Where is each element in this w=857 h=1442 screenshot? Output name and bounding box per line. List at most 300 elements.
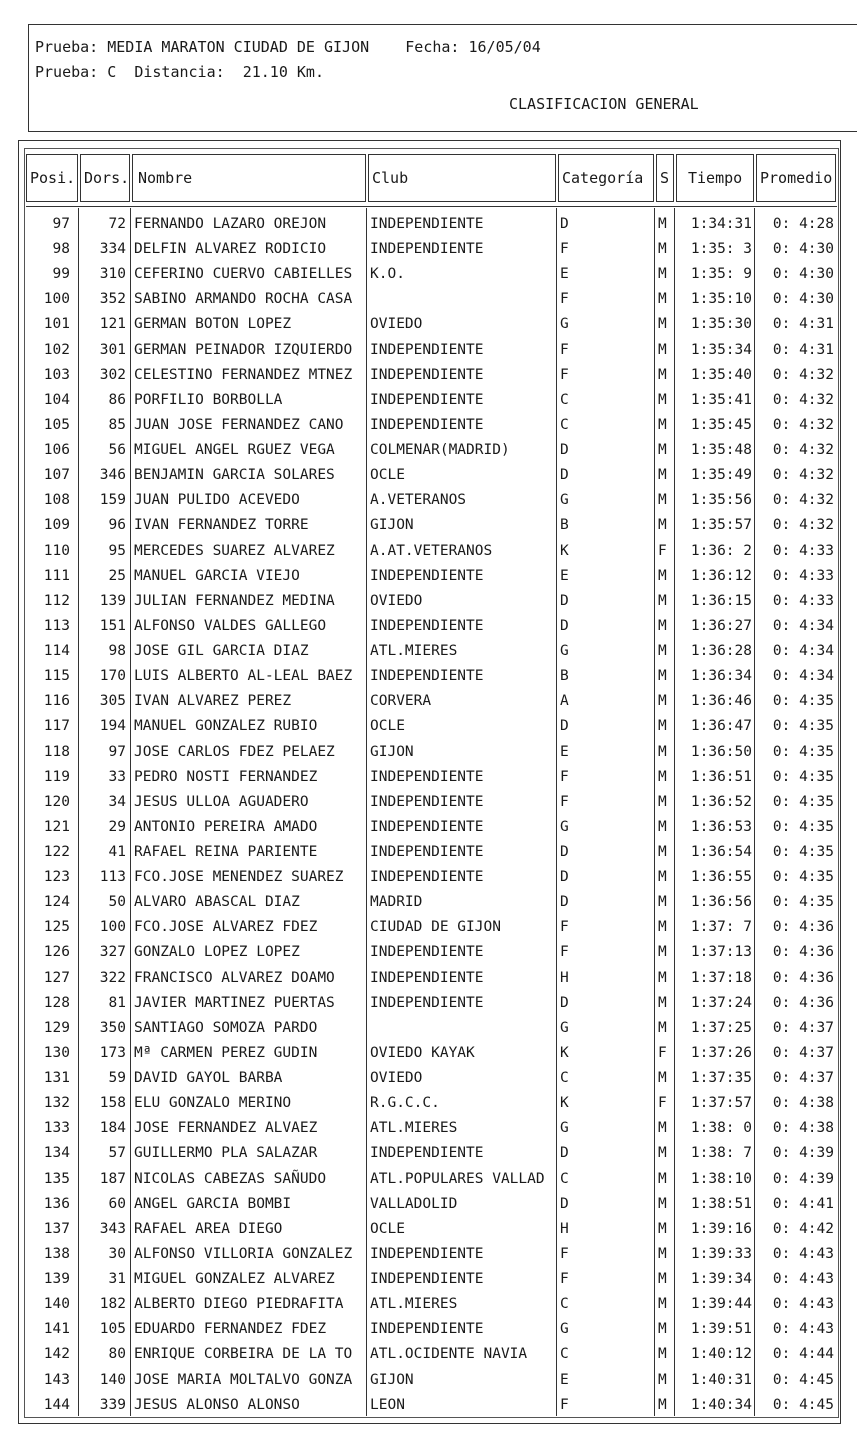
cell-tiempo: 1:38:51 (690, 1195, 752, 1212)
cell-sexo: M (658, 467, 667, 484)
cell-tiempo: 1:35:10 (690, 291, 752, 308)
cell-nombre: GERMAN PEINADOR IZQUIERDO (134, 341, 353, 358)
cell-posi: 122 (43, 844, 70, 860)
cell-dorsal: 121 (99, 316, 126, 333)
cell-club: OVIEDO KAYAK (370, 1044, 475, 1061)
cell-tiempo: 1:38: 0 (690, 1120, 752, 1137)
cell-promedio: 0: 4:30 (772, 241, 834, 258)
cell-categoria: H (560, 969, 569, 986)
cell-tiempo: 1:40:12 (690, 1346, 752, 1363)
cell-categoria: D (560, 894, 569, 911)
table-row (0, 940, 857, 965)
cell-categoria: C (560, 391, 569, 408)
table-row (0, 513, 857, 538)
col-header-sexo: S (660, 169, 670, 187)
cell-promedio: 0: 4:35 (772, 869, 834, 886)
cell-nombre: GONZALO LOPEZ LOPEZ (134, 944, 300, 961)
table-row (0, 1242, 857, 1267)
col-header-nombre: Nombre (138, 169, 193, 187)
cell-club: OVIEDO (370, 592, 423, 609)
cell-club: INDEPENDIENTE (370, 869, 484, 886)
cell-sexo: M (658, 316, 667, 333)
cell-promedio: 0: 4:31 (772, 316, 834, 333)
cell-sexo: M (658, 1296, 667, 1313)
cell-dorsal: 33 (108, 768, 126, 785)
cell-posi: 142 (43, 1346, 70, 1363)
table-row (0, 539, 857, 564)
table-row (0, 1192, 857, 1217)
cell-promedio: 0: 4:35 (772, 718, 834, 735)
cell-club: INDEPENDIENTE (370, 1145, 484, 1162)
cell-dorsal: 97 (108, 743, 126, 760)
cell-promedio: 0: 4:37 (772, 1070, 834, 1087)
cell-dorsal: 187 (99, 1170, 126, 1187)
table-row (0, 1217, 857, 1242)
cell-nombre: FRANCISCO ALVAREZ DOAMO (134, 969, 335, 986)
cell-nombre: Mª CARMEN PEREZ GUDIN (134, 1044, 318, 1061)
cell-nombre: MANUEL GONZALEZ RUBIO (134, 718, 318, 735)
cell-dorsal: 339 (99, 1396, 126, 1413)
cell-dorsal: 352 (99, 291, 126, 308)
cell-categoria: G (560, 1019, 569, 1036)
cell-promedio: 0: 4:32 (772, 391, 834, 408)
cell-promedio: 0: 4:32 (772, 366, 834, 383)
cell-sexo: M (658, 768, 667, 785)
table-row (0, 1066, 857, 1091)
cell-posi: 100 (43, 291, 70, 308)
cell-nombre: JESUS ULLOA AGUADERO (134, 793, 309, 810)
cell-categoria: B (560, 668, 569, 685)
cell-tiempo: 1:36:56 (690, 894, 752, 911)
cell-promedio: 0: 4:45 (772, 1396, 834, 1413)
cell-sexo: M (658, 818, 667, 835)
cell-tiempo: 1:34:31 (690, 216, 752, 232)
cell-categoria: C (560, 1170, 569, 1187)
table-row (0, 1317, 857, 1342)
page-title: CLASIFICACION GENERAL (509, 95, 699, 113)
cell-categoria: F (560, 944, 569, 961)
cell-club: COLMENAR(MADRID) (370, 442, 510, 459)
cell-promedio: 0: 4:39 (772, 1170, 834, 1187)
cell-dorsal: 50 (108, 894, 126, 911)
table-row (0, 1368, 857, 1393)
cell-nombre: IVAN ALVAREZ PEREZ (134, 693, 292, 710)
cell-posi: 128 (43, 994, 70, 1011)
table-row (0, 1393, 857, 1418)
cell-sexo: M (658, 793, 667, 810)
cell-club: INDEPENDIENTE (370, 768, 484, 785)
cell-posi: 109 (43, 517, 70, 534)
cell-posi: 108 (43, 492, 70, 509)
cell-nombre: GUILLERMO PLA SALAZAR (134, 1145, 318, 1162)
cell-sexo: M (658, 391, 667, 408)
table-row (0, 740, 857, 765)
cell-tiempo: 1:36: 2 (690, 542, 752, 559)
table-row (0, 840, 857, 865)
cell-nombre: JULIAN FERNANDEZ MEDINA (134, 592, 335, 609)
header-line-1 (35, 38, 541, 56)
col-header-tiempo: Tiempo (688, 169, 743, 187)
cell-sexo: M (658, 944, 667, 961)
cell-categoria: D (560, 467, 569, 484)
cell-dorsal: 170 (99, 668, 126, 685)
cell-categoria: F (560, 291, 569, 308)
cell-categoria: D (560, 1195, 569, 1212)
cell-sexo: M (658, 366, 667, 383)
cell-sexo: M (658, 1396, 667, 1413)
cell-categoria: G (560, 1120, 569, 1137)
table-row (0, 589, 857, 614)
cell-dorsal: 334 (99, 241, 126, 258)
cell-dorsal: 310 (99, 266, 126, 283)
cell-promedio: 0: 4:32 (772, 492, 834, 509)
cell-categoria: D (560, 617, 569, 634)
cell-tiempo: 1:37:18 (690, 969, 752, 986)
cell-sexo: M (658, 919, 667, 936)
cell-posi: 119 (43, 768, 70, 785)
header-separator (26, 206, 837, 207)
cell-posi: 136 (43, 1195, 70, 1212)
cell-nombre: MIGUEL GONZALEZ ALVAREZ (134, 1271, 335, 1288)
cell-club: ATL.MIERES (370, 1296, 458, 1313)
cell-tiempo: 1:39:33 (690, 1245, 752, 1262)
cell-nombre: DAVID GAYOL BARBA (134, 1070, 283, 1087)
cell-sexo: M (658, 1170, 667, 1187)
cell-categoria: K (560, 542, 569, 559)
cell-posi: 129 (43, 1019, 70, 1036)
cell-categoria: D (560, 442, 569, 459)
cell-categoria: C (560, 1070, 569, 1087)
table-row (0, 463, 857, 488)
cell-nombre: ANGEL GARCIA BOMBI (134, 1195, 292, 1212)
cell-sexo: M (658, 216, 667, 232)
cell-tiempo: 1:35:48 (690, 442, 752, 459)
cell-nombre: ANTONIO PEREIRA AMADO (134, 818, 318, 835)
cell-categoria: E (560, 567, 569, 584)
cell-nombre: ALFONSO VALDES GALLEGO (134, 617, 327, 634)
race-distance: 21.10 Km. (242, 63, 324, 81)
cell-tiempo: 1:36:52 (690, 793, 752, 810)
cell-club: R.G.C.C. (370, 1095, 440, 1112)
cell-tiempo: 1:37:26 (690, 1044, 752, 1061)
table-row (0, 212, 857, 237)
cell-tiempo: 1:35:30 (690, 316, 752, 333)
cell-tiempo: 1:40:34 (690, 1396, 752, 1413)
cell-nombre: JOSE FERNANDEZ ALVAEZ (134, 1120, 318, 1137)
cell-dorsal: 182 (99, 1296, 126, 1313)
cell-sexo: M (658, 1120, 667, 1137)
cell-dorsal: 31 (108, 1271, 126, 1288)
cell-posi: 121 (43, 818, 70, 835)
cell-categoria: D (560, 869, 569, 886)
cell-club: OCLE (370, 718, 405, 735)
cell-tiempo: 1:37:25 (690, 1019, 752, 1036)
cell-club: INDEPENDIENTE (370, 844, 484, 860)
cell-club: CORVERA (370, 693, 432, 710)
cell-tiempo: 1:35:41 (690, 391, 752, 408)
cell-categoria: G (560, 492, 569, 509)
cell-promedio: 0: 4:32 (772, 467, 834, 484)
cell-club: INDEPENDIENTE (370, 617, 484, 634)
table-row (0, 1041, 857, 1066)
cell-tiempo: 1:36:55 (690, 869, 752, 886)
cell-promedio: 0: 4:32 (772, 442, 834, 459)
col-header-club: Club (372, 169, 409, 187)
cell-posi: 103 (43, 366, 70, 383)
cell-club: INDEPENDIENTE (370, 818, 484, 835)
cell-promedio: 0: 4:35 (772, 793, 834, 810)
cell-categoria: G (560, 643, 569, 660)
cell-sexo: M (658, 869, 667, 886)
cell-nombre: JUAN PULIDO ACEVEDO (134, 492, 300, 509)
cell-posi: 138 (43, 1245, 70, 1262)
cell-dorsal: 72 (108, 216, 126, 232)
cell-tiempo: 1:36:54 (690, 844, 752, 860)
distance-label: Distancia: (134, 63, 225, 81)
cell-club: GIJON (370, 517, 414, 534)
cell-posi: 133 (43, 1120, 70, 1137)
cell-posi: 130 (43, 1044, 70, 1061)
cell-categoria: K (560, 1095, 569, 1112)
cell-club: INDEPENDIENTE (370, 241, 484, 258)
cell-dorsal: 60 (108, 1195, 126, 1212)
cell-posi: 123 (43, 869, 70, 886)
cell-posi: 141 (43, 1321, 70, 1338)
cell-sexo: M (658, 994, 667, 1011)
cell-club: INDEPENDIENTE (370, 391, 484, 408)
cell-dorsal: 327 (99, 944, 126, 961)
cell-sexo: M (658, 592, 667, 609)
cell-tiempo: 1:36:50 (690, 743, 752, 760)
cell-nombre: IVAN FERNANDEZ TORRE (134, 517, 309, 534)
table-row (0, 890, 857, 915)
cell-tiempo: 1:40:31 (690, 1371, 752, 1388)
cell-posi: 135 (43, 1170, 70, 1187)
table-row (0, 1342, 857, 1367)
cell-promedio: 0: 4:33 (772, 592, 834, 609)
cell-categoria: G (560, 1321, 569, 1338)
cell-posi: 139 (43, 1271, 70, 1288)
cell-posi: 104 (43, 391, 70, 408)
cell-dorsal: 343 (99, 1220, 126, 1237)
cell-club: K.O. (370, 266, 405, 283)
cell-categoria: F (560, 366, 569, 383)
cell-sexo: M (658, 1070, 667, 1087)
cell-nombre: JUAN JOSE FERNANDEZ CANO (134, 416, 344, 433)
cell-categoria: D (560, 592, 569, 609)
cell-sexo: M (658, 241, 667, 258)
cell-promedio: 0: 4:30 (772, 266, 834, 283)
cell-promedio: 0: 4:43 (772, 1271, 834, 1288)
cell-club: CIUDAD DE GIJON (370, 919, 501, 936)
cell-dorsal: 85 (108, 416, 126, 433)
cell-promedio: 0: 4:36 (772, 944, 834, 961)
cell-nombre: ELU GONZALO MERINO (134, 1095, 292, 1112)
table-row (0, 1141, 857, 1166)
cell-promedio: 0: 4:43 (772, 1296, 834, 1313)
cell-dorsal: 34 (108, 793, 126, 810)
cell-tiempo: 1:36:47 (690, 718, 752, 735)
cell-club: A.VETERANOS (370, 492, 467, 509)
cell-sexo: M (658, 743, 667, 760)
col-header-promedio: Promedio (760, 169, 833, 187)
cell-promedio: 0: 4:33 (772, 567, 834, 584)
cell-categoria: F (560, 1271, 569, 1288)
cell-sexo: M (658, 442, 667, 459)
cell-categoria: C (560, 416, 569, 433)
cell-sexo: M (658, 266, 667, 283)
cell-categoria: E (560, 743, 569, 760)
cell-promedio: 0: 4:35 (772, 743, 834, 760)
cell-club: ATL.POPULARES VALLAD (370, 1170, 545, 1187)
cell-dorsal: 113 (99, 869, 126, 886)
cell-nombre: FERNANDO LAZARO OREJON (134, 216, 327, 232)
cell-nombre: JOSE CARLOS FDEZ PELAEZ (134, 743, 335, 760)
cell-sexo: M (658, 1245, 667, 1262)
table-row (0, 765, 857, 790)
cell-categoria: A (560, 693, 569, 710)
cell-nombre: MERCEDES SUAREZ ALVAREZ (134, 542, 335, 559)
cell-sexo: M (658, 492, 667, 509)
cell-dorsal: 173 (99, 1044, 126, 1061)
table-row (0, 363, 857, 388)
cell-tiempo: 1:37: 7 (690, 919, 752, 936)
cell-tiempo: 1:35:57 (690, 517, 752, 534)
table-row (0, 614, 857, 639)
cell-posi: 131 (43, 1070, 70, 1087)
cell-dorsal: 350 (99, 1019, 126, 1036)
cell-club: OVIEDO (370, 316, 423, 333)
cell-promedio: 0: 4:36 (772, 919, 834, 936)
cell-club: ATL.MIERES (370, 1120, 458, 1137)
cell-categoria: F (560, 1245, 569, 1262)
cell-club: INDEPENDIENTE (370, 216, 484, 232)
cell-club: INDEPENDIENTE (370, 416, 484, 433)
cell-dorsal: 140 (99, 1371, 126, 1388)
cell-promedio: 0: 4:32 (772, 416, 834, 433)
cell-posi: 99 (52, 266, 70, 283)
cell-nombre: JOSE MARIA MOLTALVO GONZA (134, 1371, 353, 1388)
cell-promedio: 0: 4:42 (772, 1220, 834, 1237)
table-row (0, 237, 857, 262)
cell-nombre: SABINO ARMANDO ROCHA CASA (134, 291, 353, 308)
cell-nombre: CEFERINO CUERVO CABIELLES (134, 266, 353, 283)
cell-sexo: M (658, 567, 667, 584)
table-row (0, 639, 857, 664)
table-row (0, 388, 857, 413)
race-code: C (107, 63, 117, 81)
cell-club: INDEPENDIENTE (370, 1271, 484, 1288)
cell-dorsal: 322 (99, 969, 126, 986)
cell-tiempo: 1:36:53 (690, 818, 752, 835)
cell-nombre: EDUARDO FERNANDEZ FDEZ (134, 1321, 327, 1338)
table-row (0, 1016, 857, 1041)
cell-sexo: M (658, 894, 667, 911)
cell-dorsal: 96 (108, 517, 126, 534)
table-row (0, 714, 857, 739)
cell-dorsal: 302 (99, 366, 126, 383)
table-row (0, 664, 857, 689)
table-row (0, 865, 857, 890)
cell-promedio: 0: 4:34 (772, 643, 834, 660)
cell-tiempo: 1:35: 3 (690, 241, 752, 258)
cell-tiempo: 1:39:16 (690, 1220, 752, 1237)
cell-club: ATL.MIERES (370, 643, 458, 660)
cell-categoria: D (560, 1145, 569, 1162)
cell-sexo: M (658, 1271, 667, 1288)
cell-dorsal: 151 (99, 617, 126, 634)
cell-sexo: M (658, 844, 667, 860)
cell-dorsal: 159 (99, 492, 126, 509)
cell-posi: 137 (43, 1220, 70, 1237)
cell-dorsal: 29 (108, 818, 126, 835)
cell-categoria: C (560, 1296, 569, 1313)
cell-promedio: 0: 4:28 (772, 216, 834, 232)
table-row (0, 815, 857, 840)
cell-nombre: ALBERTO DIEGO PIEDRAFITA (134, 1296, 344, 1313)
cell-tiempo: 1:37:24 (690, 994, 752, 1011)
cell-tiempo: 1:36:34 (690, 668, 752, 685)
cell-promedio: 0: 4:39 (772, 1145, 834, 1162)
cell-sexo: F (658, 1044, 667, 1061)
cell-categoria: G (560, 316, 569, 333)
cell-dorsal: 30 (108, 1245, 126, 1262)
cell-tiempo: 1:36:46 (690, 693, 752, 710)
cell-sexo: M (658, 1019, 667, 1036)
table-row (0, 689, 857, 714)
cell-club: INDEPENDIENTE (370, 944, 484, 961)
cell-dorsal: 80 (108, 1346, 126, 1363)
cell-dorsal: 158 (99, 1095, 126, 1112)
cell-posi: 97 (52, 216, 70, 232)
cell-promedio: 0: 4:43 (772, 1321, 834, 1338)
cell-nombre: GERMAN BOTON LOPEZ (134, 316, 292, 333)
cell-promedio: 0: 4:34 (772, 668, 834, 685)
cell-sexo: M (658, 617, 667, 634)
cell-tiempo: 1:38:10 (690, 1170, 752, 1187)
table-row (0, 1267, 857, 1292)
table-row (0, 287, 857, 312)
table-row (0, 1116, 857, 1141)
cell-nombre: FCO.JOSE MENENDEZ SUAREZ (134, 869, 344, 886)
cell-sexo: F (658, 542, 667, 559)
cell-promedio: 0: 4:41 (772, 1195, 834, 1212)
fecha-label: Fecha: (405, 38, 460, 56)
cell-posi: 143 (43, 1371, 70, 1388)
cell-posi: 111 (43, 567, 70, 584)
cell-club: ATL.OCIDENTE NAVIA (370, 1346, 528, 1363)
cell-nombre: ALVARO ABASCAL DIAZ (134, 894, 300, 911)
table-row (0, 564, 857, 589)
cell-posi: 98 (52, 241, 70, 258)
cell-posi: 116 (43, 693, 70, 710)
cell-tiempo: 1:36:27 (690, 617, 752, 634)
cell-posi: 134 (43, 1145, 70, 1162)
cell-nombre: SANTIAGO SOMOZA PARDO (134, 1019, 318, 1036)
cell-nombre: JAVIER MARTINEZ PUERTAS (134, 994, 335, 1011)
table-row (0, 438, 857, 463)
cell-tiempo: 1:36:28 (690, 643, 752, 660)
cell-club: GIJON (370, 743, 414, 760)
cell-promedio: 0: 4:31 (772, 341, 834, 358)
cell-sexo: M (658, 1145, 667, 1162)
table-row (0, 1292, 857, 1317)
cell-posi: 117 (43, 718, 70, 735)
cell-promedio: 0: 4:30 (772, 291, 834, 308)
cell-sexo: M (658, 1371, 667, 1388)
cell-posi: 102 (43, 341, 70, 358)
cell-sexo: F (658, 1095, 667, 1112)
